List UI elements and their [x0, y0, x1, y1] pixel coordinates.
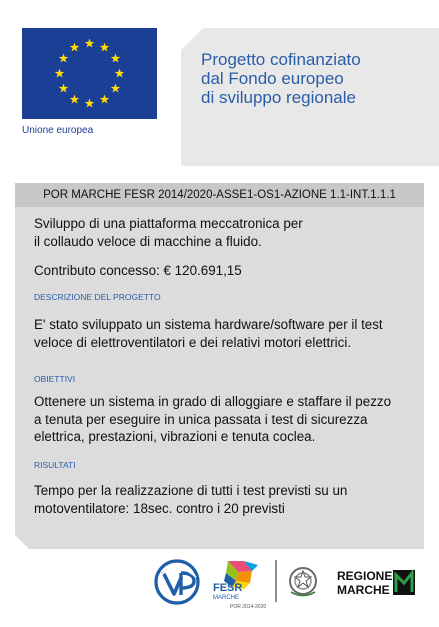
- eu-star-icon: [111, 54, 121, 63]
- project-title-line: dal Fondo europeo: [201, 69, 344, 88]
- fesr-por-text: POR 2014-2020: [230, 604, 267, 610]
- project-title: [34, 215, 303, 250]
- project-cofinancing-title: [201, 50, 431, 107]
- section-line: E' stato sviluppato un sistema hardware/software per il test: [34, 317, 383, 332]
- section-label-descrizione: DESCRIZIONE DEL PROGETTO: [34, 292, 161, 302]
- eu-star-icon: [59, 54, 69, 63]
- fesr-sub-text: MARCHE: [213, 595, 240, 601]
- section-line: Ottenere un sistema in grado di alloggiare e staffare il pezzo: [34, 394, 392, 409]
- eu-star-icon: [111, 84, 121, 93]
- eu-star-icon: [100, 43, 110, 52]
- project-title-line: il collaudo veloce di macchine a fluido.: [34, 233, 262, 249]
- eu-stars-icon: [22, 28, 157, 119]
- section-label-risultati: RISULTATI: [34, 460, 76, 470]
- eu-star-icon: [70, 43, 80, 52]
- regione-text-line2: MARCHE: [337, 583, 390, 597]
- partner-logos-bar: [0, 555, 439, 622]
- eu-star-icon: [59, 84, 69, 93]
- regione-marche-logo: [337, 569, 415, 597]
- section-line: motoventilatore: 18sec. contro i 20 previsti: [34, 500, 285, 516]
- section-text-descrizione: [34, 316, 383, 351]
- italian-republic-emblem-icon: [290, 568, 316, 596]
- section-text-risultati: [34, 482, 347, 517]
- project-title-line: di sviluppo regionale: [201, 88, 356, 107]
- project-title-line: Sviluppo di una piattaforma meccatronica per: [34, 216, 303, 231]
- project-title-line: Progetto cofinanziato: [201, 50, 361, 69]
- section-line: elettrica, prestazioni, vibrazioni e tenuta coclea.: [34, 429, 316, 444]
- section-line: Tempo per la realizzazione di tutti i test previsti su un: [34, 483, 348, 498]
- section-label-obiettivi: OBIETTIVI: [34, 374, 76, 384]
- eu-star-icon: [85, 39, 95, 48]
- box-corner-cut: [181, 28, 203, 50]
- fesr-marche-logo: [213, 561, 266, 610]
- regione-text-line1: REGIONE: [337, 569, 393, 583]
- eu-label: Unione europea: [22, 125, 94, 136]
- eu-star-icon: [115, 69, 125, 78]
- eu-flag-logo: [22, 28, 157, 119]
- eu-star-icon: [70, 94, 80, 103]
- panel-header: POR MARCHE FESR 2014/2020-ASSE1-OS1-AZIONE 1.1-INT.1.1.1: [15, 183, 424, 207]
- eu-star-icon: [100, 94, 110, 103]
- eu-star-icon: [85, 99, 95, 108]
- project-cofinancing-box: [181, 28, 439, 166]
- section-line: veloce di elettroventilatori e dei relativi motori elettrici.: [34, 334, 352, 350]
- fesr-text: FESR: [213, 582, 243, 594]
- section-line: a tenuta per eseguire in unica passata i test di sicurezza: [34, 411, 368, 427]
- section-text-obiettivi: [34, 393, 391, 446]
- panel-corner-cut: [15, 535, 29, 549]
- company-vp-logo: [156, 561, 198, 603]
- contributo-concesso: Contributo concesso: € 120.691,15: [34, 263, 242, 278]
- eu-star-icon: [55, 69, 65, 78]
- project-info-panel: [15, 183, 424, 549]
